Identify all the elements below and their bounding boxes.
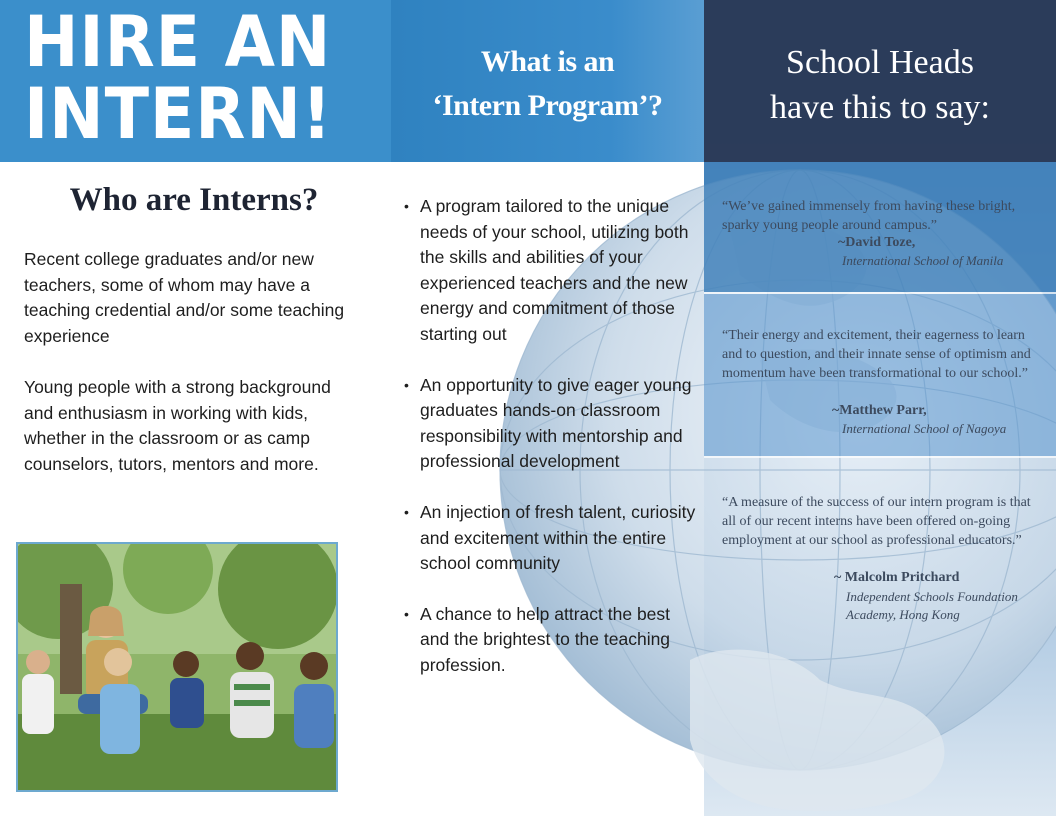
quote-3-author: ~ Malcolm Pritchard [834,570,960,585]
bullet-icon: • [404,503,409,520]
students-photo [16,542,338,792]
section-title-program [391,40,704,128]
section-title-program-line-1: What is an [480,45,615,78]
bullet-icon: • [404,198,409,214]
quote-3-org: Independent Schools Foundation Academy, Hong Kong [846,589,1018,622]
program-bullet-item [404,194,696,348]
program-bullet-item [404,500,696,577]
program-bullet-text: A chance to help attract the best and the brightest to the teaching profession. [420,603,671,675]
section-title-quotes [704,40,1056,130]
students-photo-illustration [18,544,336,790]
program-bullet-text: A program tailored to the unique needs of your school, utilizing both the skills and abilities of your experienced teachers and the new energy and commitment of those starting out [420,196,689,344]
program-bullet-text: An injection of fresh talent, curiosity and excitement within the entire school community [420,501,696,574]
headline-line-1: HIRE AN [24,1,332,83]
who-paragraph-2: Young people with a strong background and enthusiasm in working with kids, whether in the classroom or as camp counselors, tutors, mentors and more. [24,377,331,474]
quote-1-text: “We’ve gained immensely from having these bright, sparky young people around campus.” [722,199,1016,233]
program-bullet-item [404,602,696,679]
section-title-quotes-line-1: School Heads [786,44,974,81]
quote-1-org: International School of Manila [842,253,1004,268]
who-paragraph-1: Recent college graduates and/or new teachers, some of whom may have a teaching credential and/or some teaching experience [24,249,345,346]
quote-3-text: “A measure of the success of our intern program is that all of our recent interns have been offered on-going employment at our school as professional educators.” [722,495,1031,548]
quote-2-org: International School of Nagoya [842,421,1007,436]
quote-2-text: “Their energy and excitement, their eagerness to learn and to question, and their innate sense of optimism and momentum have been transformational to our school.” [722,328,1031,381]
section-title-program-line-2: ‘Intern Program’? [432,89,663,122]
program-bullet-text: An opportunity to give eager young graduates hands-on classroom responsibility with mentorship and professional development [420,374,692,472]
bullet-icon: • [404,376,409,393]
quote-1-author: ~David Toze, [838,235,916,250]
program-bullet-item [404,373,696,475]
section-title-quotes-line-2: have this to say: [769,89,991,126]
bullet-icon: • [404,605,409,622]
headline-line-2: INTERN! [24,73,333,155]
who-are-interns-heading: Who are Interns? [69,182,319,218]
program-bullet-list [404,194,696,704]
headline [24,1,340,155]
quote-2-author: ~Matthew Parr, [832,403,927,418]
